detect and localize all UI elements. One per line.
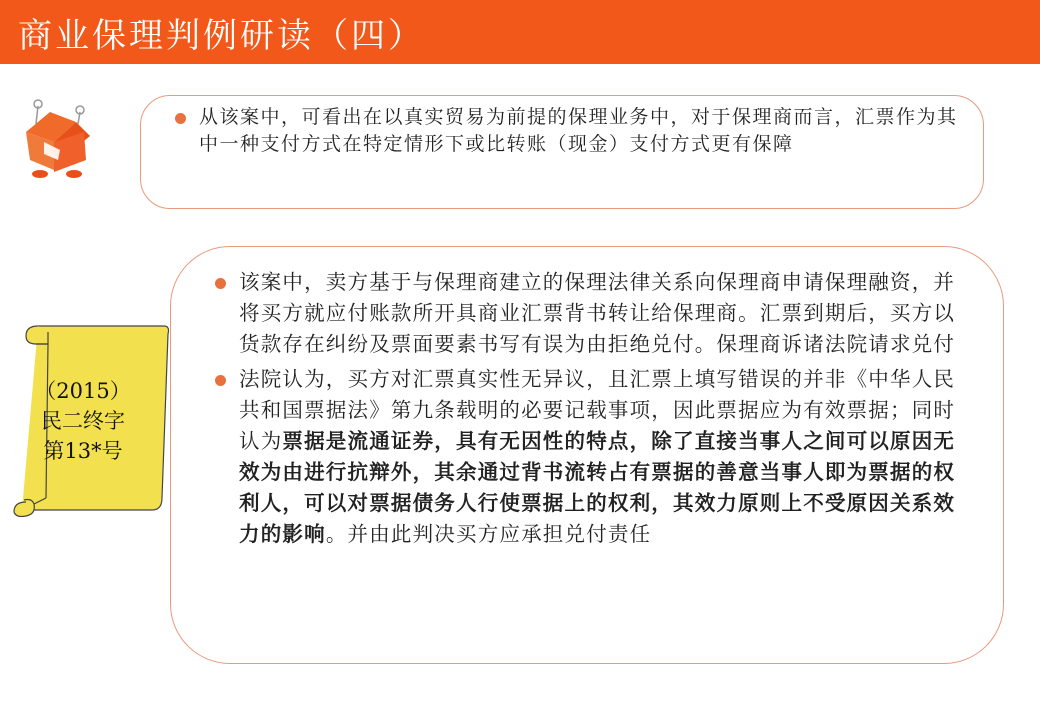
bullet-dot-icon bbox=[215, 278, 226, 289]
list-item bbox=[217, 364, 963, 550]
case-number-label bbox=[28, 376, 138, 466]
case-number-id: 第13*号 bbox=[43, 439, 123, 463]
bullet-text: 从该案中，可看出在以真实贸易为前提的保理业务中，对于保理商而言，汇票作为其中一种支付方式在特定情形下或比转账（现金）支付方式更有保障 bbox=[199, 106, 958, 155]
bullet-list-top bbox=[177, 104, 973, 158]
list-item bbox=[177, 104, 973, 158]
list-item bbox=[217, 267, 963, 360]
bullet-dot-icon bbox=[175, 113, 186, 124]
bullet-text: 该案中，卖方基于与保理商建立的保理法律关系向保理商申请保理融资，并将买方就应付账款所开具商业汇票背书转让给保理商。汇票到期后，买方以货款存在纠纷及票面要素书写有误为由拒绝兑付。保理商诉诸法院请求兑付 bbox=[239, 270, 956, 356]
case-number-type: 民二终字 bbox=[41, 409, 125, 433]
slide-title: 商业保理判例研读（四） bbox=[18, 16, 425, 56]
bullet-text-conclusion: 。并由此判决买方应承担兑付责任 bbox=[325, 522, 652, 546]
callout-bubble-top bbox=[140, 95, 984, 209]
bullet-dot-icon bbox=[215, 375, 226, 386]
bullet-text-emphasis: 票据是流通证券，具有无因性的特点，除了直接当事人之间可以原因无效为由进行抗辩外，其余通过背书流转占有票据的善意当事人即为票据的权利人，可以对票据债务人行使票据上的权利，其效力原则上不受原因关系效力的影响 bbox=[239, 429, 956, 546]
bullet-list-main bbox=[217, 267, 963, 550]
bullet-text-intro: 法院认为，买方对汇票真实性无异议，且汇票上填写错误的并非《中华人民共和国票据法》第九条载明的必要记载事项，因此票据应为有效票据；同时认为 bbox=[239, 367, 956, 453]
open-box-icon bbox=[20, 98, 100, 180]
title-bar bbox=[0, 0, 1040, 64]
callout-bubble-main bbox=[170, 246, 1004, 664]
case-number-year: （2015） bbox=[35, 379, 131, 403]
